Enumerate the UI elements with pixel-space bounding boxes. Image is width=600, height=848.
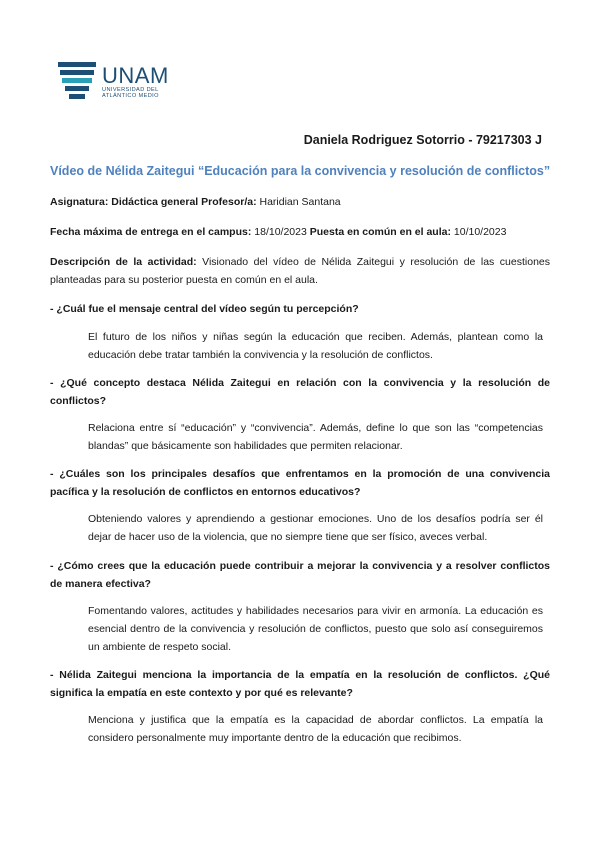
logo-subtitle-line1: UNIVERSIDAD DEL	[102, 86, 159, 93]
logo-name: UNAM	[102, 62, 169, 88]
author-line: Daniela Rodriguez Sotorrio - 79217303 J	[303, 133, 542, 147]
subject-label: Asignatura:	[50, 196, 109, 208]
question-1: - ¿Cuál fue el mensaje central del vídeo según tu percepción?	[50, 303, 359, 315]
dates-line	[50, 225, 550, 239]
subject-line	[50, 195, 550, 209]
unam-emblem-icon	[58, 60, 96, 104]
activity-description	[50, 253, 550, 289]
description-text: Visionado del vídeo de Nélida Zaitegui y resolución de las cuestiones planteadas para su posterior puesta en común en el aula.	[50, 256, 551, 286]
teacher-label: Profesor/a:	[201, 196, 257, 208]
unam-logo	[58, 60, 169, 104]
subject-value: Didáctica general	[111, 196, 199, 208]
logo-subtitle-line2: ATLÁNTICO MEDIO	[102, 93, 159, 99]
deadline-value: 18/10/2023	[254, 226, 307, 238]
question-5: - Nélida Zaitegui menciona la importancia de la empatía en la resolución de conflictos. ¿Qué significa la empatía en este contexto y por qué es relevante?	[50, 669, 550, 699]
answer-5: Menciona y justifica que la empatía es la capacidad de abordar conflictos. La empatía la considero personalmente muy importante dentro de la educación que recibimos.	[88, 714, 543, 744]
description-label: Descripción de la actividad:	[50, 256, 197, 268]
answer-2: Relaciona entre sí “educación” y “convivencia”. Además, define lo que son las “competencias blandas” que básicamente son habilidades que permiten relacionar.	[88, 422, 543, 452]
teacher-value: Haridian Santana	[259, 196, 341, 208]
question-4: - ¿Cómo crees que la educación puede contribuir a mejorar la convivencia y a resolver conflictos de manera efectiva?	[50, 560, 550, 590]
answer-4: Fomentando valores, actitudes y habilidades necesarios para vivir en armonía. La educación es esencial dentro de la convivencia y resolución de conflictos, puesto que solo así conseguiremos un ambiente de respeto social.	[88, 605, 543, 653]
question-3: - ¿Cuáles son los principales desafíos que enfrentamos en la promoción de una convivencia pacífica y la resolución de conflictos en entornos educativos?	[50, 468, 550, 498]
document-title: Vídeo de Nélida Zaitegui “Educación para la convivencia y resolución de conflictos”	[50, 164, 551, 178]
answer-3: Obteniendo valores y aprendiendo a gestionar emociones. Uno de los desafíos podría ser él dejar de hacer uso de la violencia, que no siempre tiene que ser físico, aveces verbal.	[88, 513, 543, 543]
shared-value: 10/10/2023	[453, 226, 507, 238]
deadline-label: Fecha máxima de entrega en el campus:	[50, 226, 252, 238]
question-2: - ¿Qué concepto destaca Nélida Zaitegui en relación con la convivencia y la resolución de conflictos?	[50, 377, 550, 407]
shared-label: Puesta en común en el aula:	[309, 226, 451, 238]
answer-1: El futuro de los niños y niñas según la educación que reciben. Además, plantean como la educación debe tratar también la convivencia y la resolución de conflictos.	[88, 331, 543, 361]
